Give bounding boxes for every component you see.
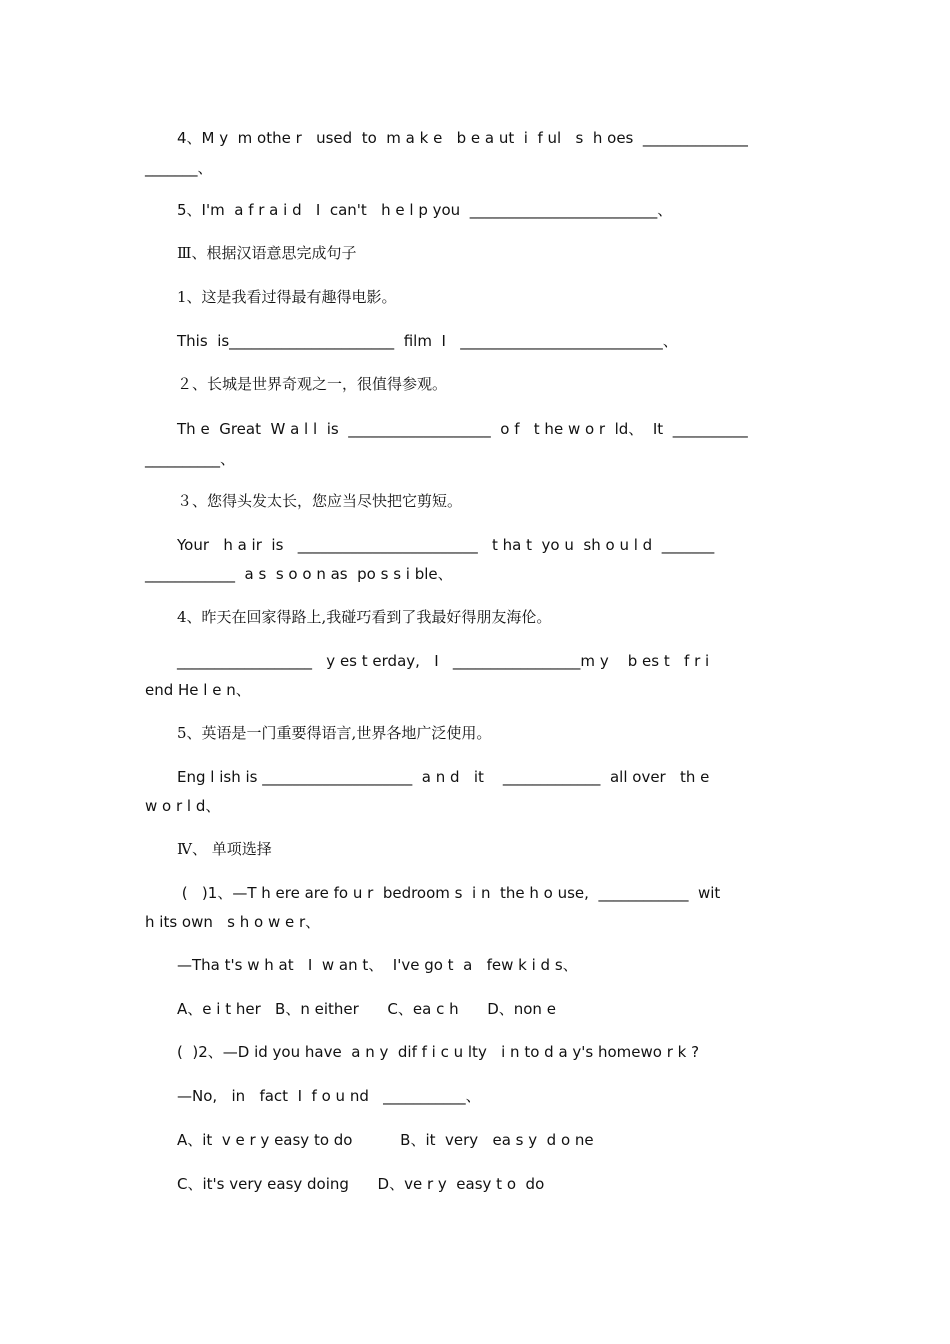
s3-q2-chinese: ２、长城是世界奇观之一，很值得参观。 xyxy=(177,375,448,393)
s4-q1-options: A、e i t her B、n either C、ea c h D、non e xyxy=(177,1000,556,1018)
s3-q1-chinese: 1、这是我看过得最有趣得电影。 xyxy=(177,288,397,306)
s3-q5-chinese: 5、英语是一门重要得语言,世界各地广泛使用。 xyxy=(177,724,492,742)
s3-q3-english-line1: Your h a ir is ________________________ t ha t yo u sh o u l d _______ xyxy=(177,536,715,554)
s3-q3-english-line2: ____________ a s s o o n as po s s i ble、 xyxy=(145,565,453,583)
s4-q2-options-cd: C、it's very easy doing D、ve r y easy t o do xyxy=(177,1175,545,1193)
s3-q2-english-line1: Th e Great W a l l is ___________________ o f t he w o r ld、 It __________ xyxy=(177,420,748,438)
s4-q1-response: —Tha t's w h at I w an t、 I've go t a few k i d s、 xyxy=(177,956,578,974)
s3-q5-english-line1: Eng l ish is ____________________ a n d it _____________ all over th e xyxy=(177,768,710,786)
s3-q1-english: This is______________________ film I ___________________________、 xyxy=(177,332,678,350)
s4-q1-line1: ( )1、—T h ere are fo u r bedroom s i n the h o use, ____________ wit xyxy=(177,884,721,902)
s3-q4-english-line1: __________________ y es t erday, I _________________m y b es t f r i xyxy=(177,652,710,670)
q2-item-4-line1: 4、M y m othe r used to m a k e b e a ut i f ul s h oes ______________ xyxy=(177,129,748,147)
q2-item-4-line2: _______、 xyxy=(145,159,213,177)
section-3-heading: Ⅲ、根据汉语意思完成句子 xyxy=(177,244,357,262)
s3-q2-english-line2: __________、 xyxy=(145,450,236,468)
s3-q4-english-line2: end He l e n、 xyxy=(145,681,251,699)
s3-q3-chinese: ３、您得头发太长，您应当尽快把它剪短。 xyxy=(177,492,463,510)
s3-q4-chinese: 4、昨天在回家得路上,我碰巧看到了我最好得朋友海伦。 xyxy=(177,608,552,626)
section-4-heading: Ⅳ、 单项选择 xyxy=(177,840,272,858)
s3-q5-english-line2: w o r l d、 xyxy=(145,797,221,815)
s4-q2-options-ab: A、it v e r y easy to do B、it very ea s y d o ne xyxy=(177,1131,594,1149)
s4-q2-response: —No, in fact I f o u nd ___________、 xyxy=(177,1087,481,1105)
q2-item-5: 5、I'm a f r a i d I can't h e l p you _________________________、 xyxy=(177,201,673,219)
s4-q1-line2: h its own s h o w e r、 xyxy=(145,913,321,931)
s4-q2-question: ( )2、—D id you have a n y dif f i c u lty i n to d a y's homewo r k ? xyxy=(177,1043,700,1061)
